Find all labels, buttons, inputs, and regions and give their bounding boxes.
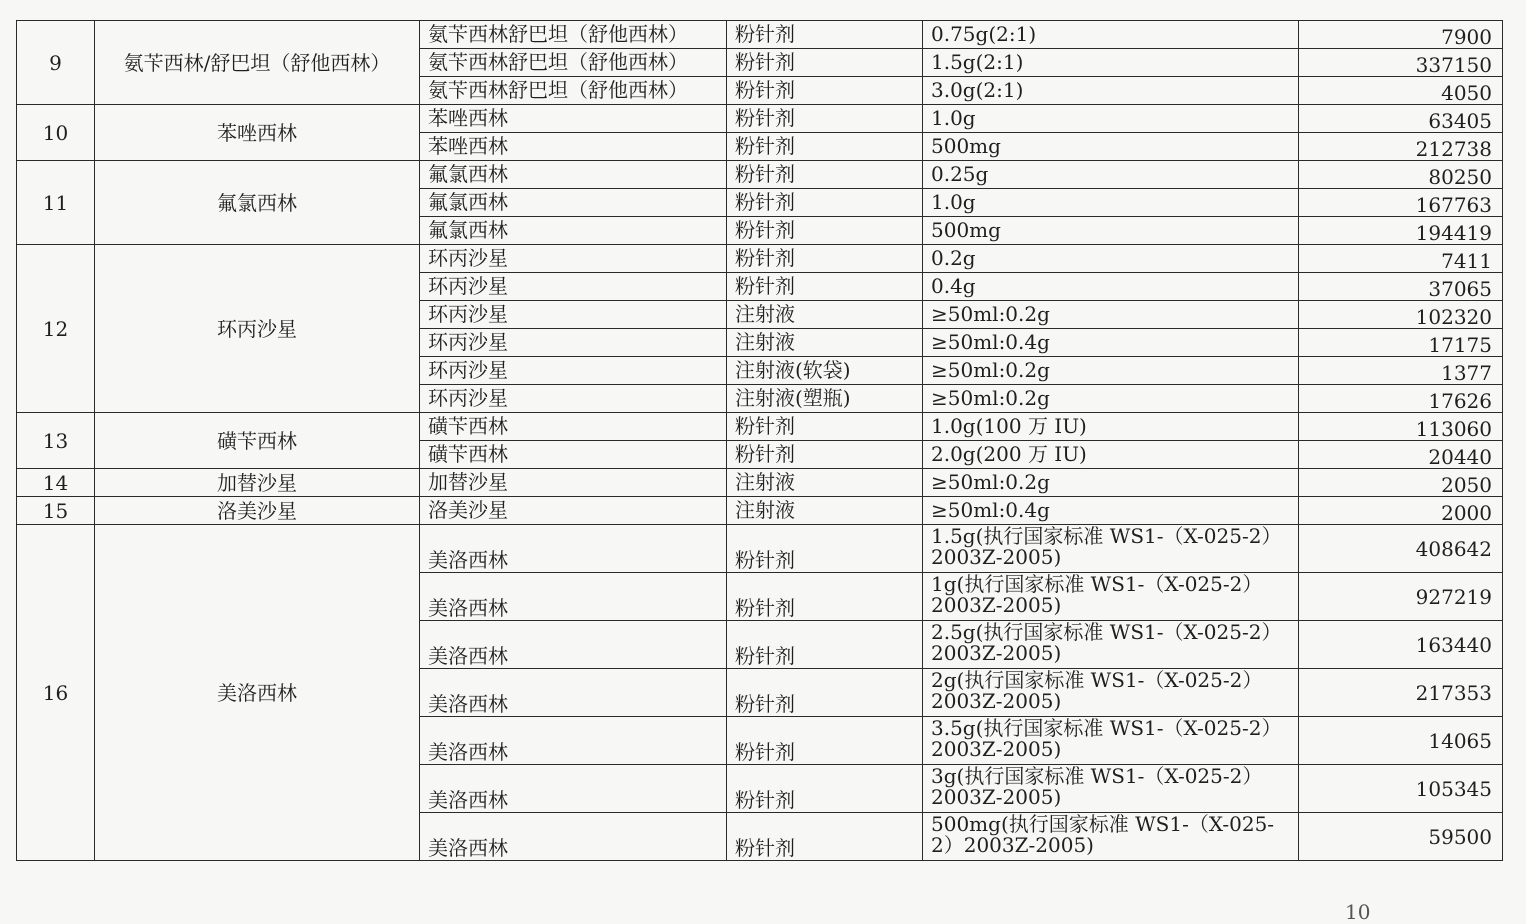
table-row bbox=[17, 21, 1503, 49]
specification-cell: 1.0g bbox=[923, 189, 1299, 217]
specification-cell: 0.75g(2:1) bbox=[923, 21, 1299, 49]
specification-cell: 1.0g bbox=[923, 105, 1299, 133]
dosage-form-cell: 注射液 bbox=[727, 497, 923, 525]
dosage-form-cell: 粉针剂 bbox=[727, 77, 923, 105]
dosage-form-cell: 粉针剂 bbox=[727, 105, 923, 133]
quantity-cell: 113060 bbox=[1299, 413, 1503, 441]
table-row bbox=[17, 525, 1503, 573]
table-row bbox=[17, 497, 1503, 525]
dosage-form-cell: 粉针剂 bbox=[727, 49, 923, 77]
specification-cell: 500mg(执行国家标准 WS1-（X-025-2）2003Z-2005) bbox=[923, 813, 1299, 861]
quantity-cell: 167763 bbox=[1299, 189, 1503, 217]
group-number-cell: 15 bbox=[17, 497, 95, 525]
generic-name-cell: 苯唑西林 bbox=[95, 105, 420, 161]
drug-name-cell: 氟氯西林 bbox=[420, 217, 727, 245]
quantity-cell: 1377 bbox=[1299, 357, 1503, 385]
dosage-form-cell: 粉针剂 bbox=[727, 441, 923, 469]
quantity-cell: 2000 bbox=[1299, 497, 1503, 525]
specification-cell: 1.5g(2:1) bbox=[923, 49, 1299, 77]
quantity-cell: 17626 bbox=[1299, 385, 1503, 413]
generic-name-cell: 加替沙星 bbox=[95, 469, 420, 497]
specification-cell: 3.5g(执行国家标准 WS1-（X-025-2）2003Z-2005) bbox=[923, 717, 1299, 765]
drug-name-cell: 氟氯西林 bbox=[420, 189, 727, 217]
drug-quantity-table bbox=[16, 20, 1503, 861]
dosage-form-cell: 注射液 bbox=[727, 301, 923, 329]
quantity-cell: 37065 bbox=[1299, 273, 1503, 301]
drug-name-cell: 氨苄西林舒巴坦（舒他西林） bbox=[420, 77, 727, 105]
table-body bbox=[17, 21, 1503, 861]
drug-name-cell: 氨苄西林舒巴坦（舒他西林） bbox=[420, 21, 727, 49]
specification-cell: ≥50ml:0.4g bbox=[923, 497, 1299, 525]
quantity-cell: 163440 bbox=[1299, 621, 1503, 669]
drug-name-cell: 美洛西林 bbox=[420, 573, 727, 621]
quantity-cell: 337150 bbox=[1299, 49, 1503, 77]
quantity-cell: 4050 bbox=[1299, 77, 1503, 105]
quantity-cell: 20440 bbox=[1299, 441, 1503, 469]
drug-name-cell: 环丙沙星 bbox=[420, 329, 727, 357]
generic-name-cell: 洛美沙星 bbox=[95, 497, 420, 525]
specification-cell: ≥50ml:0.2g bbox=[923, 301, 1299, 329]
quantity-cell: 105345 bbox=[1299, 765, 1503, 813]
dosage-form-cell: 粉针剂 bbox=[727, 245, 923, 273]
quantity-cell: 2050 bbox=[1299, 469, 1503, 497]
group-number-cell: 9 bbox=[17, 21, 95, 105]
drug-name-cell: 环丙沙星 bbox=[420, 357, 727, 385]
dosage-form-cell: 粉针剂 bbox=[727, 217, 923, 245]
drug-name-cell: 氟氯西林 bbox=[420, 161, 727, 189]
group-number-cell: 10 bbox=[17, 105, 95, 161]
drug-name-cell: 氨苄西林舒巴坦（舒他西林） bbox=[420, 49, 727, 77]
drug-name-cell: 苯唑西林 bbox=[420, 105, 727, 133]
specification-cell: 500mg bbox=[923, 217, 1299, 245]
specification-cell: 3.0g(2:1) bbox=[923, 77, 1299, 105]
quantity-cell: 212738 bbox=[1299, 133, 1503, 161]
quantity-cell: 194419 bbox=[1299, 217, 1503, 245]
specification-cell: ≥50ml:0.2g bbox=[923, 469, 1299, 497]
quantity-cell: 408642 bbox=[1299, 525, 1503, 573]
specification-cell: 1g(执行国家标准 WS1-（X-025-2）2003Z-2005) bbox=[923, 573, 1299, 621]
quantity-cell: 80250 bbox=[1299, 161, 1503, 189]
dosage-form-cell: 粉针剂 bbox=[727, 133, 923, 161]
dosage-form-cell: 粉针剂 bbox=[727, 525, 923, 573]
quantity-cell: 17175 bbox=[1299, 329, 1503, 357]
quantity-cell: 59500 bbox=[1299, 813, 1503, 861]
specification-cell: ≥50ml:0.4g bbox=[923, 329, 1299, 357]
dosage-form-cell: 粉针剂 bbox=[727, 21, 923, 49]
page-number: 10 bbox=[1345, 900, 1371, 924]
dosage-form-cell: 粉针剂 bbox=[727, 413, 923, 441]
dosage-form-cell: 注射液(塑瓶) bbox=[727, 385, 923, 413]
specification-cell: 500mg bbox=[923, 133, 1299, 161]
dosage-form-cell: 粉针剂 bbox=[727, 621, 923, 669]
quantity-cell: 14065 bbox=[1299, 717, 1503, 765]
quantity-cell: 7900 bbox=[1299, 21, 1503, 49]
dosage-form-cell: 粉针剂 bbox=[727, 813, 923, 861]
dosage-form-cell: 粉针剂 bbox=[727, 161, 923, 189]
quantity-cell: 7411 bbox=[1299, 245, 1503, 273]
drug-name-cell: 环丙沙星 bbox=[420, 385, 727, 413]
drug-name-cell: 苯唑西林 bbox=[420, 133, 727, 161]
generic-name-cell: 美洛西林 bbox=[95, 525, 420, 861]
group-number-cell: 11 bbox=[17, 161, 95, 245]
dosage-form-cell: 注射液 bbox=[727, 469, 923, 497]
drug-name-cell: 美洛西林 bbox=[420, 765, 727, 813]
generic-name-cell: 氟氯西林 bbox=[95, 161, 420, 245]
dosage-form-cell: 粉针剂 bbox=[727, 669, 923, 717]
group-number-cell: 16 bbox=[17, 525, 95, 861]
specification-cell: 3g(执行国家标准 WS1-（X-025-2）2003Z-2005) bbox=[923, 765, 1299, 813]
specification-cell: ≥50ml:0.2g bbox=[923, 357, 1299, 385]
specification-cell: 1.0g(100 万 IU) bbox=[923, 413, 1299, 441]
dosage-form-cell: 粉针剂 bbox=[727, 189, 923, 217]
table-row bbox=[17, 105, 1503, 133]
dosage-form-cell: 粉针剂 bbox=[727, 765, 923, 813]
document-page bbox=[16, 20, 1502, 892]
specification-cell: 2.0g(200 万 IU) bbox=[923, 441, 1299, 469]
specification-cell: 0.25g bbox=[923, 161, 1299, 189]
dosage-form-cell: 粉针剂 bbox=[727, 573, 923, 621]
group-number-cell: 13 bbox=[17, 413, 95, 469]
drug-name-cell: 加替沙星 bbox=[420, 469, 727, 497]
drug-name-cell: 洛美沙星 bbox=[420, 497, 727, 525]
drug-name-cell: 环丙沙星 bbox=[420, 273, 727, 301]
generic-name-cell: 磺苄西林 bbox=[95, 413, 420, 469]
quantity-cell: 63405 bbox=[1299, 105, 1503, 133]
specification-cell: 2.5g(执行国家标准 WS1-（X-025-2）2003Z-2005) bbox=[923, 621, 1299, 669]
table-row bbox=[17, 161, 1503, 189]
table-row bbox=[17, 245, 1503, 273]
quantity-cell: 102320 bbox=[1299, 301, 1503, 329]
drug-name-cell: 美洛西林 bbox=[420, 669, 727, 717]
specification-cell: 0.4g bbox=[923, 273, 1299, 301]
specification-cell: 0.2g bbox=[923, 245, 1299, 273]
drug-name-cell: 磺苄西林 bbox=[420, 413, 727, 441]
drug-name-cell: 美洛西林 bbox=[420, 813, 727, 861]
dosage-form-cell: 注射液 bbox=[727, 329, 923, 357]
generic-name-cell: 环丙沙星 bbox=[95, 245, 420, 413]
drug-name-cell: 美洛西林 bbox=[420, 717, 727, 765]
group-number-cell: 12 bbox=[17, 245, 95, 413]
dosage-form-cell: 粉针剂 bbox=[727, 717, 923, 765]
dosage-form-cell: 注射液(软袋) bbox=[727, 357, 923, 385]
group-number-cell: 14 bbox=[17, 469, 95, 497]
drug-name-cell: 美洛西林 bbox=[420, 525, 727, 573]
dosage-form-cell: 粉针剂 bbox=[727, 273, 923, 301]
drug-name-cell: 磺苄西林 bbox=[420, 441, 727, 469]
quantity-cell: 927219 bbox=[1299, 573, 1503, 621]
specification-cell: 2g(执行国家标准 WS1-（X-025-2）2003Z-2005) bbox=[923, 669, 1299, 717]
drug-name-cell: 环丙沙星 bbox=[420, 301, 727, 329]
generic-name-cell: 氨苄西林/舒巴坦（舒他西林） bbox=[95, 21, 420, 105]
specification-cell: 1.5g(执行国家标准 WS1-（X-025-2）2003Z-2005) bbox=[923, 525, 1299, 573]
table-row bbox=[17, 413, 1503, 441]
drug-name-cell: 美洛西林 bbox=[420, 621, 727, 669]
specification-cell: ≥50ml:0.2g bbox=[923, 385, 1299, 413]
quantity-cell: 217353 bbox=[1299, 669, 1503, 717]
table-row bbox=[17, 469, 1503, 497]
drug-name-cell: 环丙沙星 bbox=[420, 245, 727, 273]
